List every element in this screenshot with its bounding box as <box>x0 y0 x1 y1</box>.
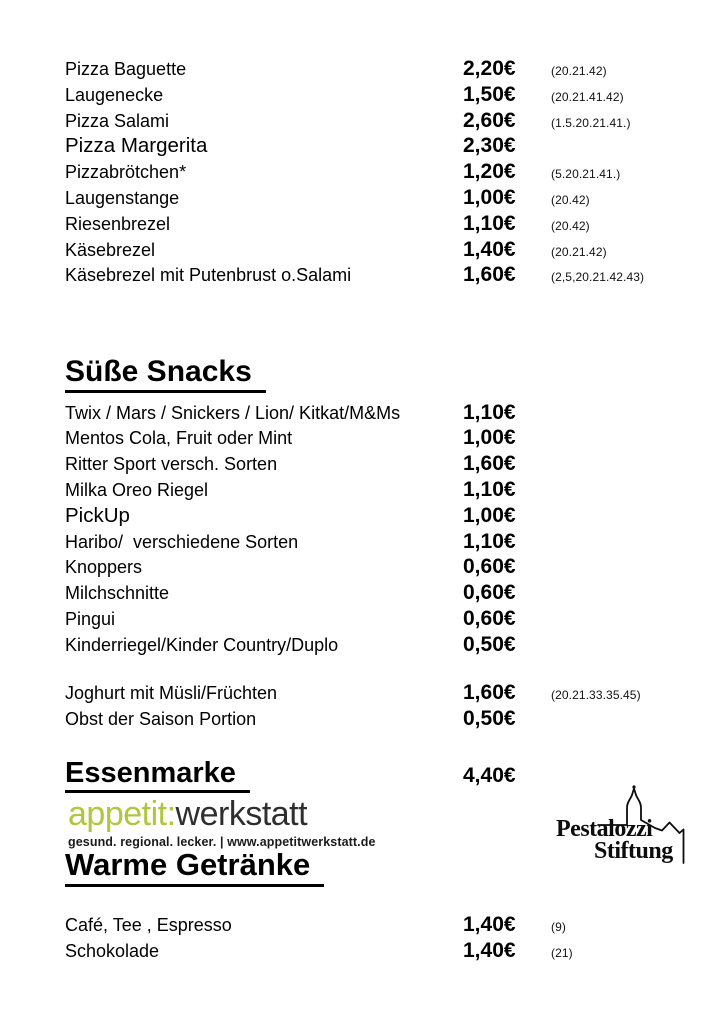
menu-item-name: Café, Tee , Espresso <box>65 914 232 935</box>
menu-item-row <box>65 707 717 733</box>
appetit-werkstatt-wordmark <box>68 797 376 831</box>
menu-item-allergen-code: (20.21.33.35.45) <box>551 688 641 702</box>
menu-item-allergen-code: (21) <box>551 945 573 960</box>
menu-item-allergen-code: (20.42) <box>551 218 590 233</box>
menu-item-price: 1,00€ <box>463 503 516 527</box>
menu-item-row <box>65 581 717 607</box>
menu-item-price: 2,30€ <box>463 134 516 158</box>
menu-item-name: Pizza Baguette <box>65 59 187 79</box>
menu-item-name: Käsebrezel <box>65 239 156 260</box>
menu-item-row <box>65 83 717 109</box>
menu-item-price: 0,60€ <box>463 581 516 605</box>
menu-item-name: Pingui <box>65 608 116 629</box>
menu-item-price: 1,10€ <box>463 211 516 235</box>
menu-item-name: Twix / Mars / Snickers / Lion/ Kitkat/M&Ms <box>65 402 401 423</box>
menu-item-name: Schokolade <box>65 940 160 961</box>
menu-item-row <box>65 681 717 707</box>
menu-item-row <box>65 134 717 160</box>
section-heading-essenmarke: Essenmarke <box>65 757 250 793</box>
menu-item-name: Pizza Margerita <box>65 134 208 158</box>
menu-item-row <box>65 212 717 238</box>
menu-item-allergen-code: (5.20.21.41.) <box>551 167 621 182</box>
menu-item-name: Obst der Saison Portion <box>65 708 257 729</box>
menu-rows <box>65 913 717 965</box>
section-frische-snacks <box>65 681 717 733</box>
menu-item-price: 1,50€ <box>463 82 516 106</box>
menu-item-price: 1,40€ <box>463 938 516 962</box>
menu-item-price: 2,60€ <box>463 108 516 132</box>
menu-item-row <box>65 401 717 427</box>
menu-item-name: Käsebrezel mit Putenbrust o.Salami <box>65 265 352 286</box>
menu-item-price: 1,60€ <box>463 681 516 704</box>
menu-item-row <box>65 186 717 212</box>
menu-item-price: 1,40€ <box>463 237 516 261</box>
menu-item-price: 1,10€ <box>463 529 516 553</box>
menu-item-allergen-code: (20.21.42) <box>551 64 607 78</box>
menu-item-row <box>65 238 717 264</box>
menu-item-name: Pizza Salami <box>65 110 170 131</box>
section-pizza-snacks <box>65 57 717 289</box>
pestalozzi-logo-line1: Pestalozzi <box>556 816 653 842</box>
menu-item-price: 0,50€ <box>463 632 516 656</box>
menu-item-name: Knoppers <box>65 557 143 578</box>
menu-item-name: Ritter Sport versch. Sorten <box>65 454 278 475</box>
appetit-tagline: gesund. regional. lecker. | www.appetitwerkstatt.de <box>68 835 376 849</box>
menu-item-row <box>65 57 717 83</box>
menu-item-row <box>65 913 717 939</box>
menu-item-name: Haribo/ verschiedene Sorten <box>65 531 299 552</box>
menu-item-price: 1,60€ <box>463 452 516 476</box>
menu-item-allergen-code: (20.42) <box>551 192 590 207</box>
menu-item-name: Riesenbrezel <box>65 213 171 234</box>
menu-item-name: Mentos Cola, Fruit oder Mint <box>65 428 293 449</box>
menu-item-row <box>65 478 717 504</box>
menu-item-row <box>65 607 717 633</box>
pestalozzi-logo-line2: Stiftung <box>594 838 673 864</box>
menu-item-allergen-code: (20.21.41.42) <box>551 89 624 104</box>
section-heading-suesse-snacks: Süße Snacks <box>65 355 266 393</box>
menu-item-name: Kinderriegel/Kinder Country/Duplo <box>65 634 339 655</box>
essenmarke-heading-column <box>65 757 463 793</box>
menu-item-row <box>65 555 717 581</box>
menu-item-allergen-code: (20.21.42) <box>551 244 607 259</box>
menu-item-name: PickUp <box>65 503 130 527</box>
menu-item-row <box>65 160 717 186</box>
menu-item-row <box>65 939 717 965</box>
menu-item-name: Milka Oreo Riegel <box>65 479 209 500</box>
menu-item-allergen-code: (9) <box>551 919 566 934</box>
section-suesse-snacks <box>65 355 717 659</box>
menu-rows <box>65 681 717 733</box>
menu-item-price: 0,60€ <box>463 606 516 630</box>
menu-item-row <box>65 263 717 289</box>
menu-item-price: 0,50€ <box>463 706 516 730</box>
menu-item-price: 1,10€ <box>463 477 516 501</box>
section-heading-warme-getraenke: Warme Getränke <box>65 848 324 887</box>
menu-item-price: 1,20€ <box>463 160 516 184</box>
menu-item-row <box>65 109 717 135</box>
menu-item-allergen-code: (1.5.20.21.41.) <box>551 115 631 130</box>
menu-item-price: 2,20€ <box>463 57 516 80</box>
essenmarke-price: 4,40€ <box>463 764 516 787</box>
menu-item-allergen-code: (2,5,20.21.42.43) <box>551 270 645 285</box>
menu-rows <box>65 401 717 659</box>
menu-item-price: 1,40€ <box>463 912 516 936</box>
menu-item-price: 1,60€ <box>463 263 516 287</box>
menu-item-row <box>65 504 717 530</box>
menu-item-name: Joghurt mit Müsli/Früchten <box>65 683 278 703</box>
menu-item-name: Laugenecke <box>65 84 164 105</box>
menu-rows <box>65 57 717 289</box>
menu-item-price: 1,00€ <box>463 426 516 450</box>
menu-item-name: Milchschnitte <box>65 583 170 604</box>
appetit-werkstatt-logo <box>68 797 376 849</box>
menu-item-row <box>65 633 717 659</box>
pestalozzi-stiftung-logo <box>550 784 710 872</box>
menu-item-name: Pizzabrötchen* <box>65 162 187 183</box>
menu-item-price: 1,10€ <box>463 400 516 424</box>
menu-item-row <box>65 426 717 452</box>
menu-item-row <box>65 530 717 556</box>
appetit-wordmark-part2: werkstatt <box>175 795 308 833</box>
menu-item-row <box>65 452 717 478</box>
menu-item-price: 1,00€ <box>463 185 516 209</box>
menu-item-name: Laugenstange <box>65 187 180 208</box>
appetit-wordmark-part1: appetit: <box>68 795 176 833</box>
menu-item-price: 0,60€ <box>463 555 516 579</box>
